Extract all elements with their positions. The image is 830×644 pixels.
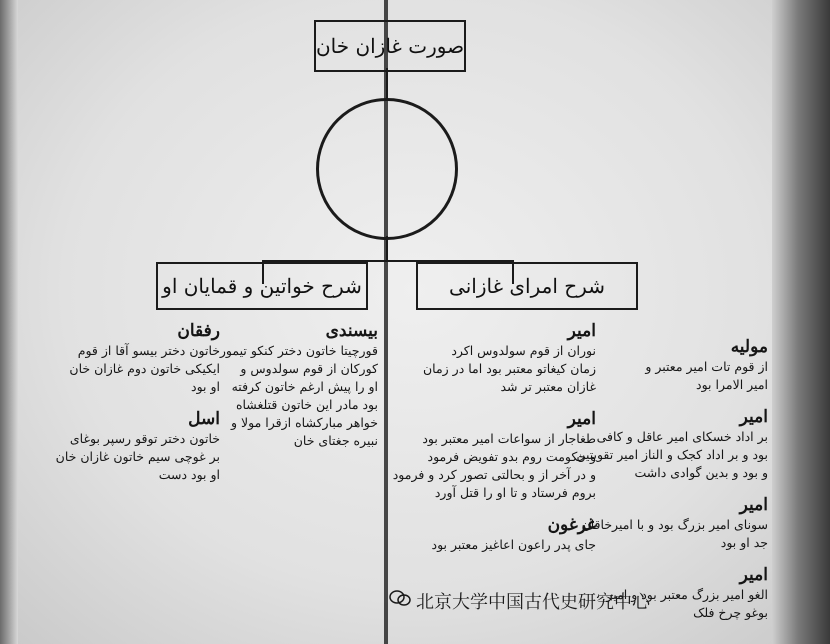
entry-line: او را پیش ارغم خاتون کرفته [231,379,378,394]
entry-line: و حکومت روم بدو تفویض فرمود [427,449,596,464]
entry-heading: امیر [739,495,768,515]
entry-line: بر اداد خسکای امیر عاقل و کافی [596,429,768,444]
portrait-circle [316,98,458,240]
entry-heading: غرغون [547,515,596,535]
entry-line: بروم فرستاد و تا او را قتل آورد [434,485,596,500]
entry-heading: امیر [567,409,596,429]
watermark-text: 北京大学中国古代史研究中心 [416,592,650,613]
title-text: صورت غازان خان [315,34,465,58]
entry-gap [400,502,596,516]
entry-heading: مولیه [730,337,768,357]
page-left-edge-shadow [0,0,18,644]
connector-circle-bar [386,236,388,262]
entry-line: جد او بود [720,535,768,550]
entry-line: و در آخر از و بحالتی تصور کرد و فرمود [392,467,596,482]
entry-gap [400,396,596,410]
entry-gap [600,394,768,408]
entry-line: خاتون دختر توقو رسپر بوغای [69,431,220,446]
wives-column-inner [219,321,378,450]
wives-column-outer [50,322,220,484]
entry-line: او بود دست [158,467,220,482]
emirs-column-outer [576,337,768,622]
entry-line: قورچیتا خاتون دختر کنکو تیمور [219,343,378,358]
entry-gap [600,552,768,566]
entry-line: الغو امیر بزرگ معتبر بود و امیر [606,587,768,602]
entry-line: کورکان از قوم سولدوس و [240,361,378,376]
entry-line: غازان معتبر تر شد [500,379,596,394]
emirs-heading-text: شرح امرای غازانی [449,274,605,298]
entry-line: نوران از قوم سولدوس اکرد [451,343,596,358]
entry-line: ایکیکی خاتون دوم غازان خان [69,361,220,376]
entry-line: امیر الامرا بود [696,377,768,392]
entry-line: بود و بر اداد کجک و الناز امیر تقویتین [576,447,768,462]
book-gutter-shadow [772,0,830,644]
wechat-icon [389,589,411,607]
wives-heading-text: شرح خواتین و قمایان او [162,274,362,298]
entry-line: طغاجار از سواعات امیر معتبر بود [422,431,596,446]
entry-gap [600,482,768,496]
entry-line: او بود [191,379,220,394]
entry-line: خواهر مبارکشاه ازقرا مولا و [231,415,378,430]
wives-heading-box [156,262,368,310]
entry-line: بود مادر این خاتون قتلغشاه [235,397,378,412]
entry-heading: بیسندی [325,321,378,341]
entry-heading: امیر [567,321,596,341]
entry-line: بر غوچی سیم خاتون غازان خان [55,449,220,464]
entry-heading: امیر [739,407,768,427]
entry-line: جای پدر راعون اعاغیز معتبر بود [431,537,596,552]
emirs-heading-box [416,262,638,310]
entry-line: خاتون دختر بیسو آقا از قوم [77,343,220,358]
connector-title-circle [386,68,388,100]
entry-heading: رفقان [177,321,220,341]
title-box [314,20,466,72]
entry-line: از قوم تات امیر معتبر و [645,359,768,374]
entry-line: نبیره جغتای خان [293,433,378,448]
emirs-column-inner [392,321,596,554]
entry-line: زمان کیغاتو معتبر بود اما در زمان [422,361,596,376]
entry-gap [50,396,220,410]
entry-heading: امیر [739,565,768,585]
entry-heading: اسل [188,409,220,429]
entry-line: و بود و بدین گوادی داشت [634,465,768,480]
entry-line: بوغو چرخ فلک [693,605,768,620]
entry-line: سونای امیر بزرگ بود و با امیرخاقان [581,517,768,532]
